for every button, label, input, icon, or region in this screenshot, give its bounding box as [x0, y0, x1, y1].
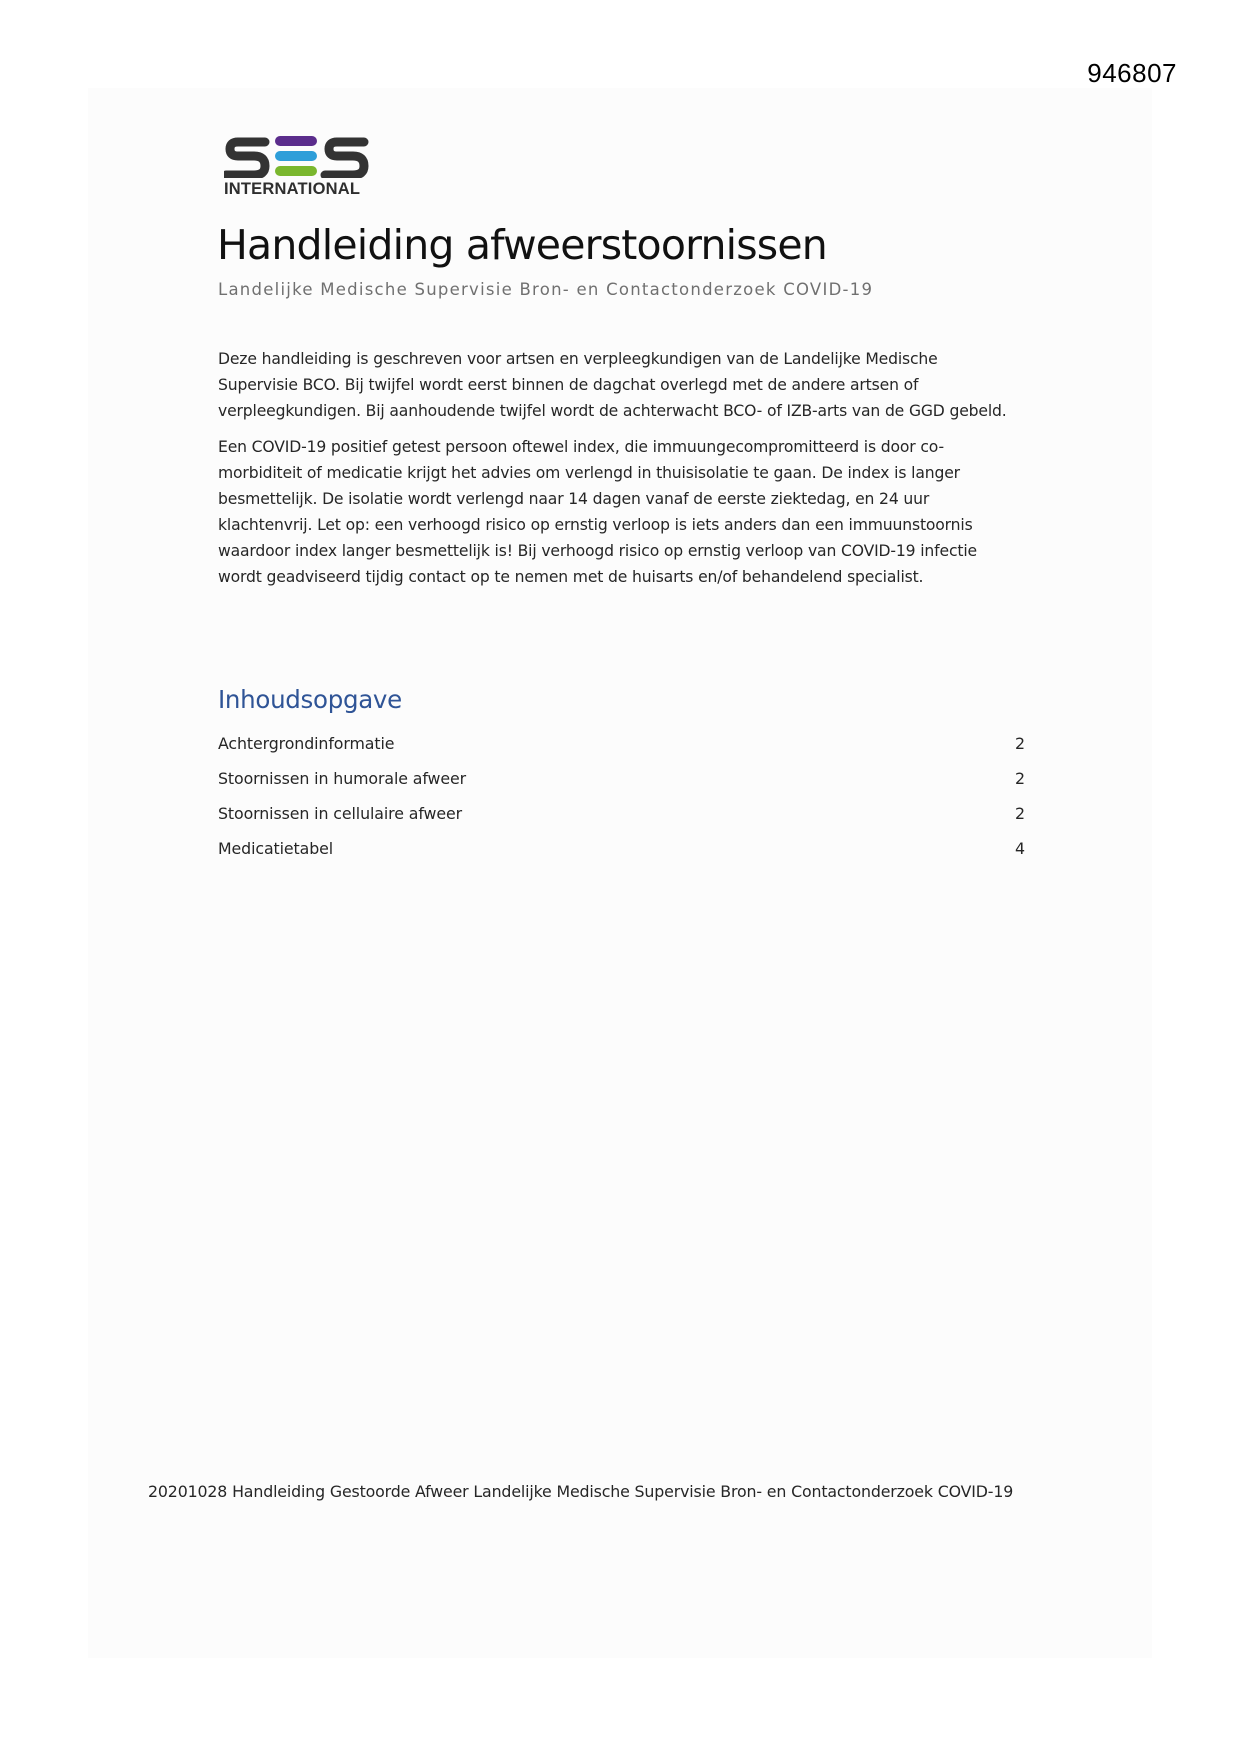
toc-item[interactable]	[218, 804, 1025, 839]
toc-item[interactable]	[218, 839, 1025, 874]
table-of-contents	[218, 734, 1025, 874]
intro-paragraph: Een COVID-19 positief getest persoon oftewel index, die immuungecompromitteerd is door co-morbiditeit of medicatie krijgt het advies om verlengd in thuisisolatie te gaan. De index is langer besmettelijk. De isolatie wordt verlengd naar 14 dagen vanaf de eerste ziektedag, en 24 uur klachtenvrij. Let op: een verhoogd risico op ernstig verloop is iets anders dan een immuunstoornis waardoor index langer besmettelijk is! Bij verhoogd risico op ernstig verloop van COVID-19 infectie wordt geadviseerd tijdig contact op te nemen met de huisarts en/of behandelend specialist.	[218, 438, 977, 586]
logo-wordmark: INTERNATIONAL	[224, 180, 361, 198]
toc-item-page: 2	[1015, 734, 1025, 753]
toc-item-page: 2	[1015, 804, 1025, 823]
logo-letter-s-right	[325, 142, 364, 175]
sos-logo-mark	[224, 134, 370, 178]
toc-item[interactable]	[218, 769, 1025, 804]
document-id: 946807	[1087, 58, 1177, 88]
toc-item-label: Stoornissen in humorale afweer	[218, 769, 466, 788]
toc-item[interactable]	[218, 734, 1025, 769]
logo-stripe-blue	[275, 151, 317, 161]
page-footer: 20201028 Handleiding Gestoorde Afweer Landelijke Medische Supervisie Bron- en Contactonderzoek COVID-19	[148, 1482, 1014, 1501]
logo-stripe-purple	[275, 136, 317, 146]
page-subtitle: Landelijke Medische Supervisie Bron- en Contactonderzoek COVID-19	[218, 280, 874, 299]
logo-stripe-green	[275, 166, 317, 176]
intro-section	[218, 346, 1018, 600]
logo-letter-s-left	[226, 142, 265, 175]
toc-item-label: Stoornissen in cellulaire afweer	[218, 804, 462, 823]
toc-heading: Inhoudsopgave	[218, 685, 402, 714]
page-title: Handleiding afweerstoornissen	[217, 221, 827, 269]
toc-item-page: 2	[1015, 769, 1025, 788]
toc-item-label: Medicatietabel	[218, 839, 334, 858]
sos-international-logo	[224, 134, 370, 199]
intro-paragraph: Deze handleiding is geschreven voor artsen en verpleegkundigen van de Landelijke Medische Supervisie BCO. Bij twijfel wordt eerst binnen de dagchat overlegd met de andere artsen of verpleegkundigen. Bij aanhoudende twijfel wordt de achterwacht BCO- of IZB-arts van de GGD gebeld.	[218, 350, 1007, 420]
toc-item-page: 4	[1015, 839, 1025, 858]
toc-item-label: Achtergrondinformatie	[218, 734, 395, 753]
